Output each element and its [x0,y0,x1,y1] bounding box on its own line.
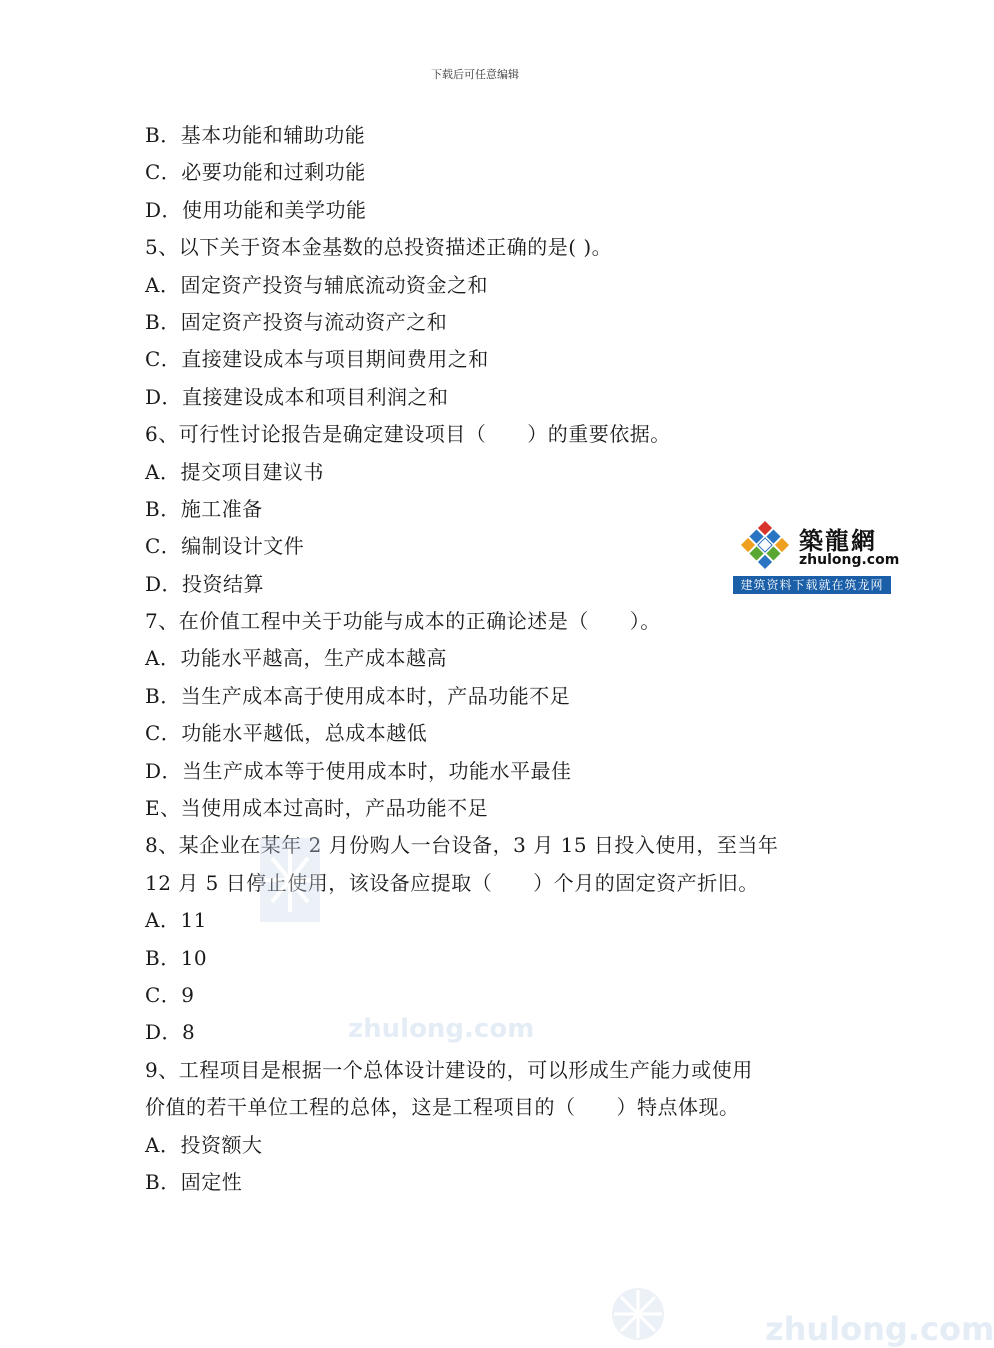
zhulong-logo [733,515,900,594]
option-line: A．功能水平越高，生产成本越高 [145,646,447,671]
question-line: 7、在价值工程中关于功能与成本的正确论述是（ ）。 [145,609,661,634]
option-line: C．9 [145,982,195,1007]
watermark-text: zhulong.com [348,1014,535,1044]
option-line: B．固定性 [145,1169,243,1194]
logo-top [733,515,900,575]
option-line: E、当使用成本过高时，产品功能不足 [145,796,489,821]
question-line-continued: 12 月 5 日停止使用，该设备应提取（ ）个月的固定资产折旧。 [145,870,759,895]
question-line: 9、工程项目是根据一个总体设计建设的，可以形成生产能力或使用 [145,1057,753,1082]
option-line: B．施工准备 [145,496,263,521]
option-line: D．当生产成本等于使用成本时，功能水平最佳 [145,758,572,783]
option-line: D．8 [145,1020,196,1045]
option-line: B．基本功能和辅助功能 [145,123,366,147]
header-note: 下载后可任意编辑 [431,68,519,81]
snowflake-watermark-icon [255,828,325,932]
question-line: 6、可行性讨论报告是确定建设项目（ ）的重要依据。 [145,422,671,447]
logo-slogan: 建筑资料下载就在筑龙网 [733,576,891,594]
option-line: A．11 [145,908,207,933]
option-line: A．投资额大 [145,1132,263,1157]
question-line: 5、以下关于资本金基数的总投资描述正确的是( )。 [145,235,613,260]
option-line: C．直接建设成本与项目期间费用之和 [145,347,489,372]
logo-diamond-icon [737,517,793,573]
option-line: B．10 [145,945,208,970]
option-line: A．固定资产投资与辅底流动资金之和 [145,272,488,297]
option-line: C．功能水平越低，总成本越低 [145,721,428,746]
logo-chinese-text: 築龍網 [799,527,877,555]
option-line: D．使用功能和美学功能 [145,197,367,222]
option-line: C．编制设计文件 [145,534,305,559]
watermark-text: zhulong.com [765,1310,994,1348]
snowflake-watermark-icon [608,1284,668,1344]
option-line: B．当生产成本高于使用成本时，产品功能不足 [145,683,571,708]
option-line: C．必要功能和过剩功能 [145,160,366,185]
question-line-continued: 价值的若干单位工程的总体，这是工程项目的（ ）特点体现。 [145,1095,740,1120]
logo-domain-text: zhulong.com [799,552,900,568]
option-line: B．固定资产投资与流动资产之和 [145,309,448,334]
question-line: 8、某企业在某年 2 月份购人一台设备，3 月 15 日投入使用，至当年 [145,833,779,858]
option-line: D．投资结算 [145,571,265,596]
option-line: A．提交项目建议书 [145,459,324,484]
option-line: D．直接建设成本和项目利润之和 [145,384,449,409]
